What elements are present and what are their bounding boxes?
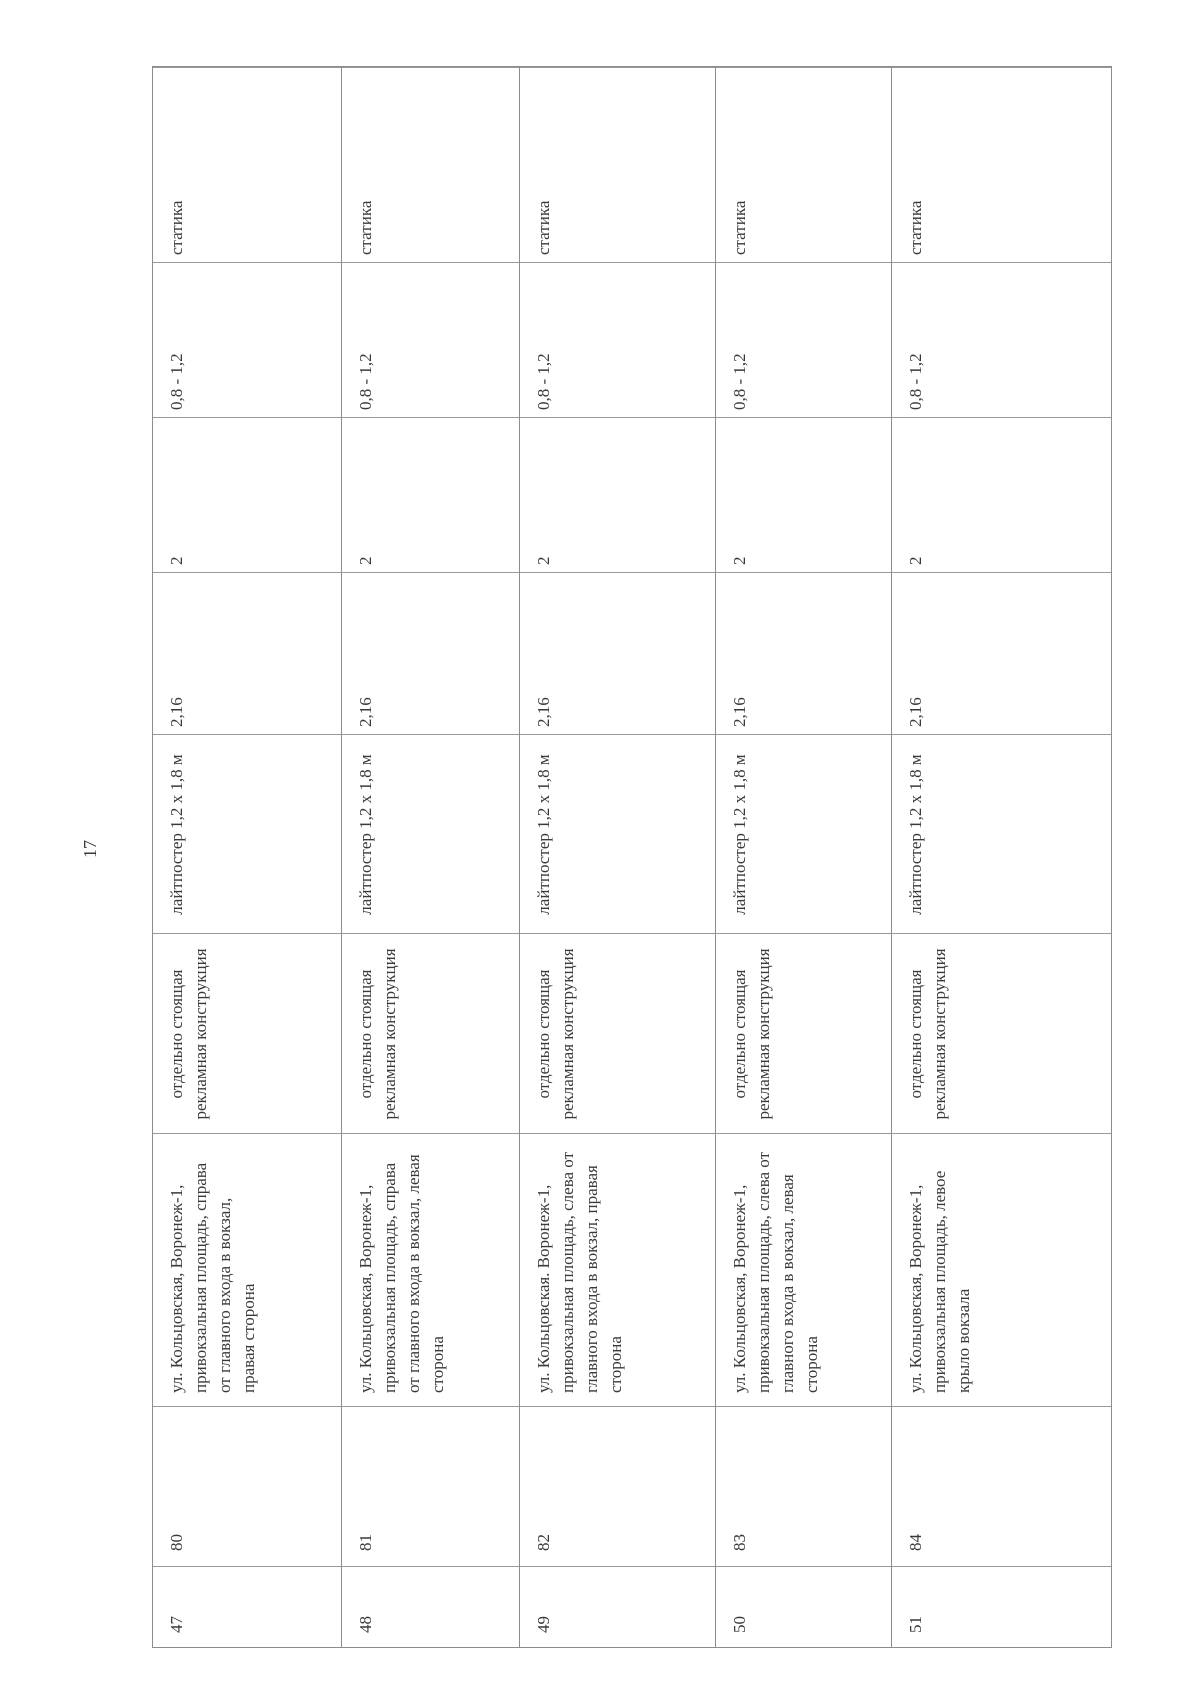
mode-text: статика: [167, 200, 186, 255]
type-cell: [892, 933, 1111, 1133]
sides-cell: [520, 417, 715, 572]
table-row: [716, 67, 893, 1647]
row-number-text: 49: [534, 1616, 554, 1633]
area-text: 2,16: [729, 697, 749, 727]
table-row: [892, 67, 1111, 1647]
mode-text: статика: [355, 200, 375, 255]
format-cell: [892, 734, 1111, 933]
address-cell: [153, 1133, 341, 1406]
area-cell: [892, 572, 1111, 734]
row-number-cell: [716, 1566, 892, 1646]
sides-cell: [342, 417, 520, 572]
sides-text: 2: [167, 556, 186, 565]
type-text: отдельно стоящая рекламная конструкция: [167, 948, 210, 1120]
area-cell: [520, 572, 715, 734]
site-number-text: 83: [729, 1534, 749, 1551]
row-number-text: 48: [355, 1616, 375, 1633]
table-row: [153, 67, 342, 1647]
illumination-text: 0,8 - 1,2: [534, 353, 554, 410]
sides-text: 2: [906, 556, 926, 565]
area-text: 2,16: [167, 697, 186, 727]
area-text: 2,16: [534, 697, 554, 727]
address-text: ул. Кольцовская, Воронеж-1, привокзальная площадь, слева от главного входа в вокзал, левая сторона: [729, 1152, 821, 1393]
site-number-cell: [520, 1406, 715, 1566]
address-text: ул. Кольцовская. Воронеж-1, привокзальная площадь, слева от главного входа в вокзал, правая сторона: [534, 1152, 626, 1393]
sides-text: 2: [729, 556, 749, 565]
illumination-cell: [892, 262, 1111, 417]
row-number-cell: [153, 1566, 341, 1646]
row-number-text: 51: [906, 1616, 926, 1633]
format-text: лайтпостер 1,2 х 1,8 м: [906, 754, 926, 915]
mode-text: статика: [534, 200, 554, 255]
illumination-text: 0,8 - 1,2: [167, 353, 186, 410]
illumination-text: 0,8 - 1,2: [906, 353, 926, 410]
type-text: отдельно стоящая рекламная конструкция: [729, 948, 773, 1120]
illumination-cell: [342, 262, 520, 417]
format-cell: [716, 734, 892, 933]
mode-text: статика: [729, 200, 749, 255]
format-text: лайтпостер 1,2 х 1,8 м: [167, 754, 186, 915]
type-cell: [716, 933, 892, 1133]
address-cell: [520, 1133, 715, 1406]
mode-cell: [892, 67, 1111, 262]
area-text: 2,16: [355, 697, 375, 727]
sides-cell: [716, 417, 892, 572]
table-row: [520, 67, 716, 1647]
mode-cell: [716, 67, 892, 262]
type-text: отдельно стоящая рекламная конструкция: [355, 948, 399, 1120]
page-number: 17: [80, 840, 100, 858]
site-number-text: 84: [906, 1534, 926, 1551]
format-cell: [342, 734, 520, 933]
illumination-text: 0,8 - 1,2: [355, 353, 375, 410]
address-text: ул. Кольцовская, Воронеж-1, привокзальная площадь, справа от главного входа в вокзал, правая сторона: [167, 1162, 258, 1393]
table-row: [342, 67, 521, 1647]
mode-cell: [520, 67, 715, 262]
sides-text: 2: [534, 556, 554, 565]
format-text: лайтпостер 1,2 х 1,8 м: [534, 754, 554, 915]
address-text: ул. Кольцовская, Воронеж-1, привокзальная площадь, справа от главного входа в вокзал, левая сторона: [355, 1154, 447, 1393]
illumination-cell: [153, 262, 341, 417]
mode-text: статика: [906, 200, 926, 255]
area-cell: [342, 572, 520, 734]
address-text: ул. Кольцовская, Воронеж-1, привокзальная площадь, левое крыло вокзала: [906, 1170, 974, 1393]
row-number-text: 47: [167, 1616, 186, 1633]
row-number-text: 50: [729, 1616, 749, 1633]
site-number-text: 80: [167, 1534, 186, 1551]
sides-cell: [892, 417, 1111, 572]
row-number-cell: [520, 1566, 715, 1646]
row-number-cell: [342, 1566, 520, 1646]
area-text: 2,16: [906, 697, 926, 727]
format-text: лайтпостер 1,2 х 1,8 м: [355, 754, 375, 915]
address-cell: [892, 1133, 1111, 1406]
type-cell: [342, 933, 520, 1133]
format-text: лайтпостер 1,2 х 1,8 м: [729, 754, 749, 915]
illumination-text: 0,8 - 1,2: [729, 353, 749, 410]
mode-cell: [342, 67, 520, 262]
site-number-text: 82: [534, 1534, 554, 1551]
site-number-cell: [892, 1406, 1111, 1566]
illumination-cell: [520, 262, 715, 417]
data-table: [152, 66, 1112, 1648]
site-number-text: 81: [355, 1534, 375, 1551]
type-text: отдельно стоящая рекламная конструкция: [534, 948, 578, 1120]
area-cell: [716, 572, 892, 734]
illumination-cell: [716, 262, 892, 417]
row-number-cell: [892, 1566, 1111, 1646]
address-cell: [342, 1133, 520, 1406]
site-number-cell: [342, 1406, 520, 1566]
site-number-cell: [153, 1406, 341, 1566]
site-number-cell: [716, 1406, 892, 1566]
area-cell: [153, 572, 341, 734]
mode-cell: [153, 67, 341, 262]
type-text: отдельно стоящая рекламная конструкция: [906, 948, 950, 1120]
sides-text: 2: [355, 556, 375, 565]
address-cell: [716, 1133, 892, 1406]
format-cell: [520, 734, 715, 933]
sides-cell: [153, 417, 341, 572]
type-cell: [153, 933, 341, 1133]
format-cell: [153, 734, 341, 933]
type-cell: [520, 933, 715, 1133]
